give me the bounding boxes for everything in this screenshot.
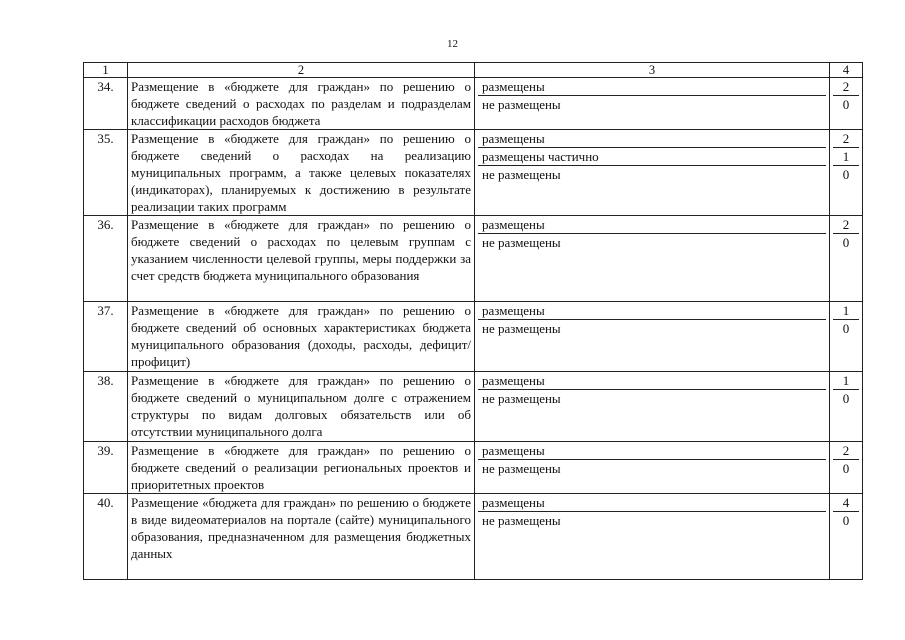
scores-cell [830, 302, 863, 372]
options-cell [475, 130, 830, 216]
options-cell [475, 372, 830, 442]
header-col-2: 2 [128, 63, 475, 78]
criterion-description: Размещение в «бюджете для граждан» по решению о бюджете сведений об основных характеристиках бюджета муниципального образования (доходы, расходы, дефицит/профицит) [128, 302, 475, 372]
option-score: 2 [833, 78, 859, 96]
option-label: размещены частично [478, 148, 826, 166]
scores-cell [830, 442, 863, 494]
option-score: 1 [833, 302, 859, 320]
row-number: 36. [84, 216, 128, 302]
header-col-1: 1 [84, 63, 128, 78]
option-score: 0 [842, 391, 850, 406]
option-label: размещены [478, 78, 826, 96]
header-col-3: 3 [475, 63, 830, 78]
table-row [84, 302, 863, 372]
page-number: 12 [447, 38, 458, 50]
row-number: 35. [84, 130, 128, 216]
table-row [84, 442, 863, 494]
options-cell [475, 216, 830, 302]
header-col-4: 4 [830, 63, 863, 78]
criterion-description: Размещение в «бюджете для граждан» по решению о бюджете сведений о расходах на реализацию муниципальных программ, а также целевых показателях (индикаторах), планируемых к достижению в результате реализации таких программ [128, 130, 475, 216]
option-score: 1 [833, 148, 859, 166]
row-number: 40. [84, 494, 128, 580]
scores-cell [830, 372, 863, 442]
option-label: размещены [478, 130, 826, 148]
table-row [84, 372, 863, 442]
criterion-description: Размещение в «бюджете для граждан» по решению о бюджете сведений о расходах по разделам и подразделам классификации расходов бюджета [128, 78, 475, 130]
option-label: размещены [478, 494, 826, 512]
option-score: 1 [833, 372, 859, 390]
option-label: не размещены [482, 461, 561, 476]
options-cell [475, 494, 830, 580]
option-score: 0 [842, 97, 850, 112]
option-label: не размещены [482, 167, 561, 182]
option-score: 2 [833, 216, 859, 234]
table-row [84, 494, 863, 580]
option-score: 0 [842, 513, 850, 528]
criterion-description: Размещение в «бюджете для граждан» по решению о бюджете сведений о муниципальном долге с отражением структуры по видам долговых обязательств или об отсутствии муниципального долга [128, 372, 475, 442]
option-score: 0 [842, 461, 850, 476]
row-number: 37. [84, 302, 128, 372]
option-label: не размещены [482, 391, 561, 406]
option-label: размещены [478, 372, 826, 390]
scores-cell [830, 78, 863, 130]
option-score: 2 [833, 442, 859, 460]
row-number: 39. [84, 442, 128, 494]
option-label: не размещены [482, 513, 561, 528]
option-label: размещены [478, 302, 826, 320]
scores-cell [830, 494, 863, 580]
table-header-row [84, 63, 863, 78]
option-score: 0 [842, 235, 850, 250]
option-label: размещены [478, 442, 826, 460]
table-row [84, 216, 863, 302]
option-score: 0 [842, 321, 850, 336]
option-label: не размещены [482, 321, 561, 336]
criterion-description: Размещение «бюджета для граждан» по решению о бюджете в виде видеоматериалов на портале (сайте) муниципального образования, предназначенном для размещения бюджетных данных [128, 494, 475, 580]
options-cell [475, 442, 830, 494]
options-cell [475, 78, 830, 130]
criteria-table [83, 62, 863, 580]
option-score: 4 [833, 494, 859, 512]
option-label: не размещены [482, 97, 561, 112]
row-number: 34. [84, 78, 128, 130]
option-score: 2 [833, 130, 859, 148]
row-number: 38. [84, 372, 128, 442]
table-row [84, 78, 863, 130]
option-label: не размещены [482, 235, 561, 250]
criterion-description: Размещение в «бюджете для граждан» по решению о бюджете сведений о расходах по целевым группам с указанием численности целевой группы, меры поддержки за счет средств бюджета муниципального образования [128, 216, 475, 302]
scores-cell [830, 216, 863, 302]
table-row [84, 130, 863, 216]
options-cell [475, 302, 830, 372]
scores-cell [830, 130, 863, 216]
criterion-description: Размещение в «бюджете для граждан» по решению о бюджете сведений о реализации региональных проектов и приоритетных проектов [128, 442, 475, 494]
option-score: 0 [842, 167, 850, 182]
option-label: размещены [478, 216, 826, 234]
